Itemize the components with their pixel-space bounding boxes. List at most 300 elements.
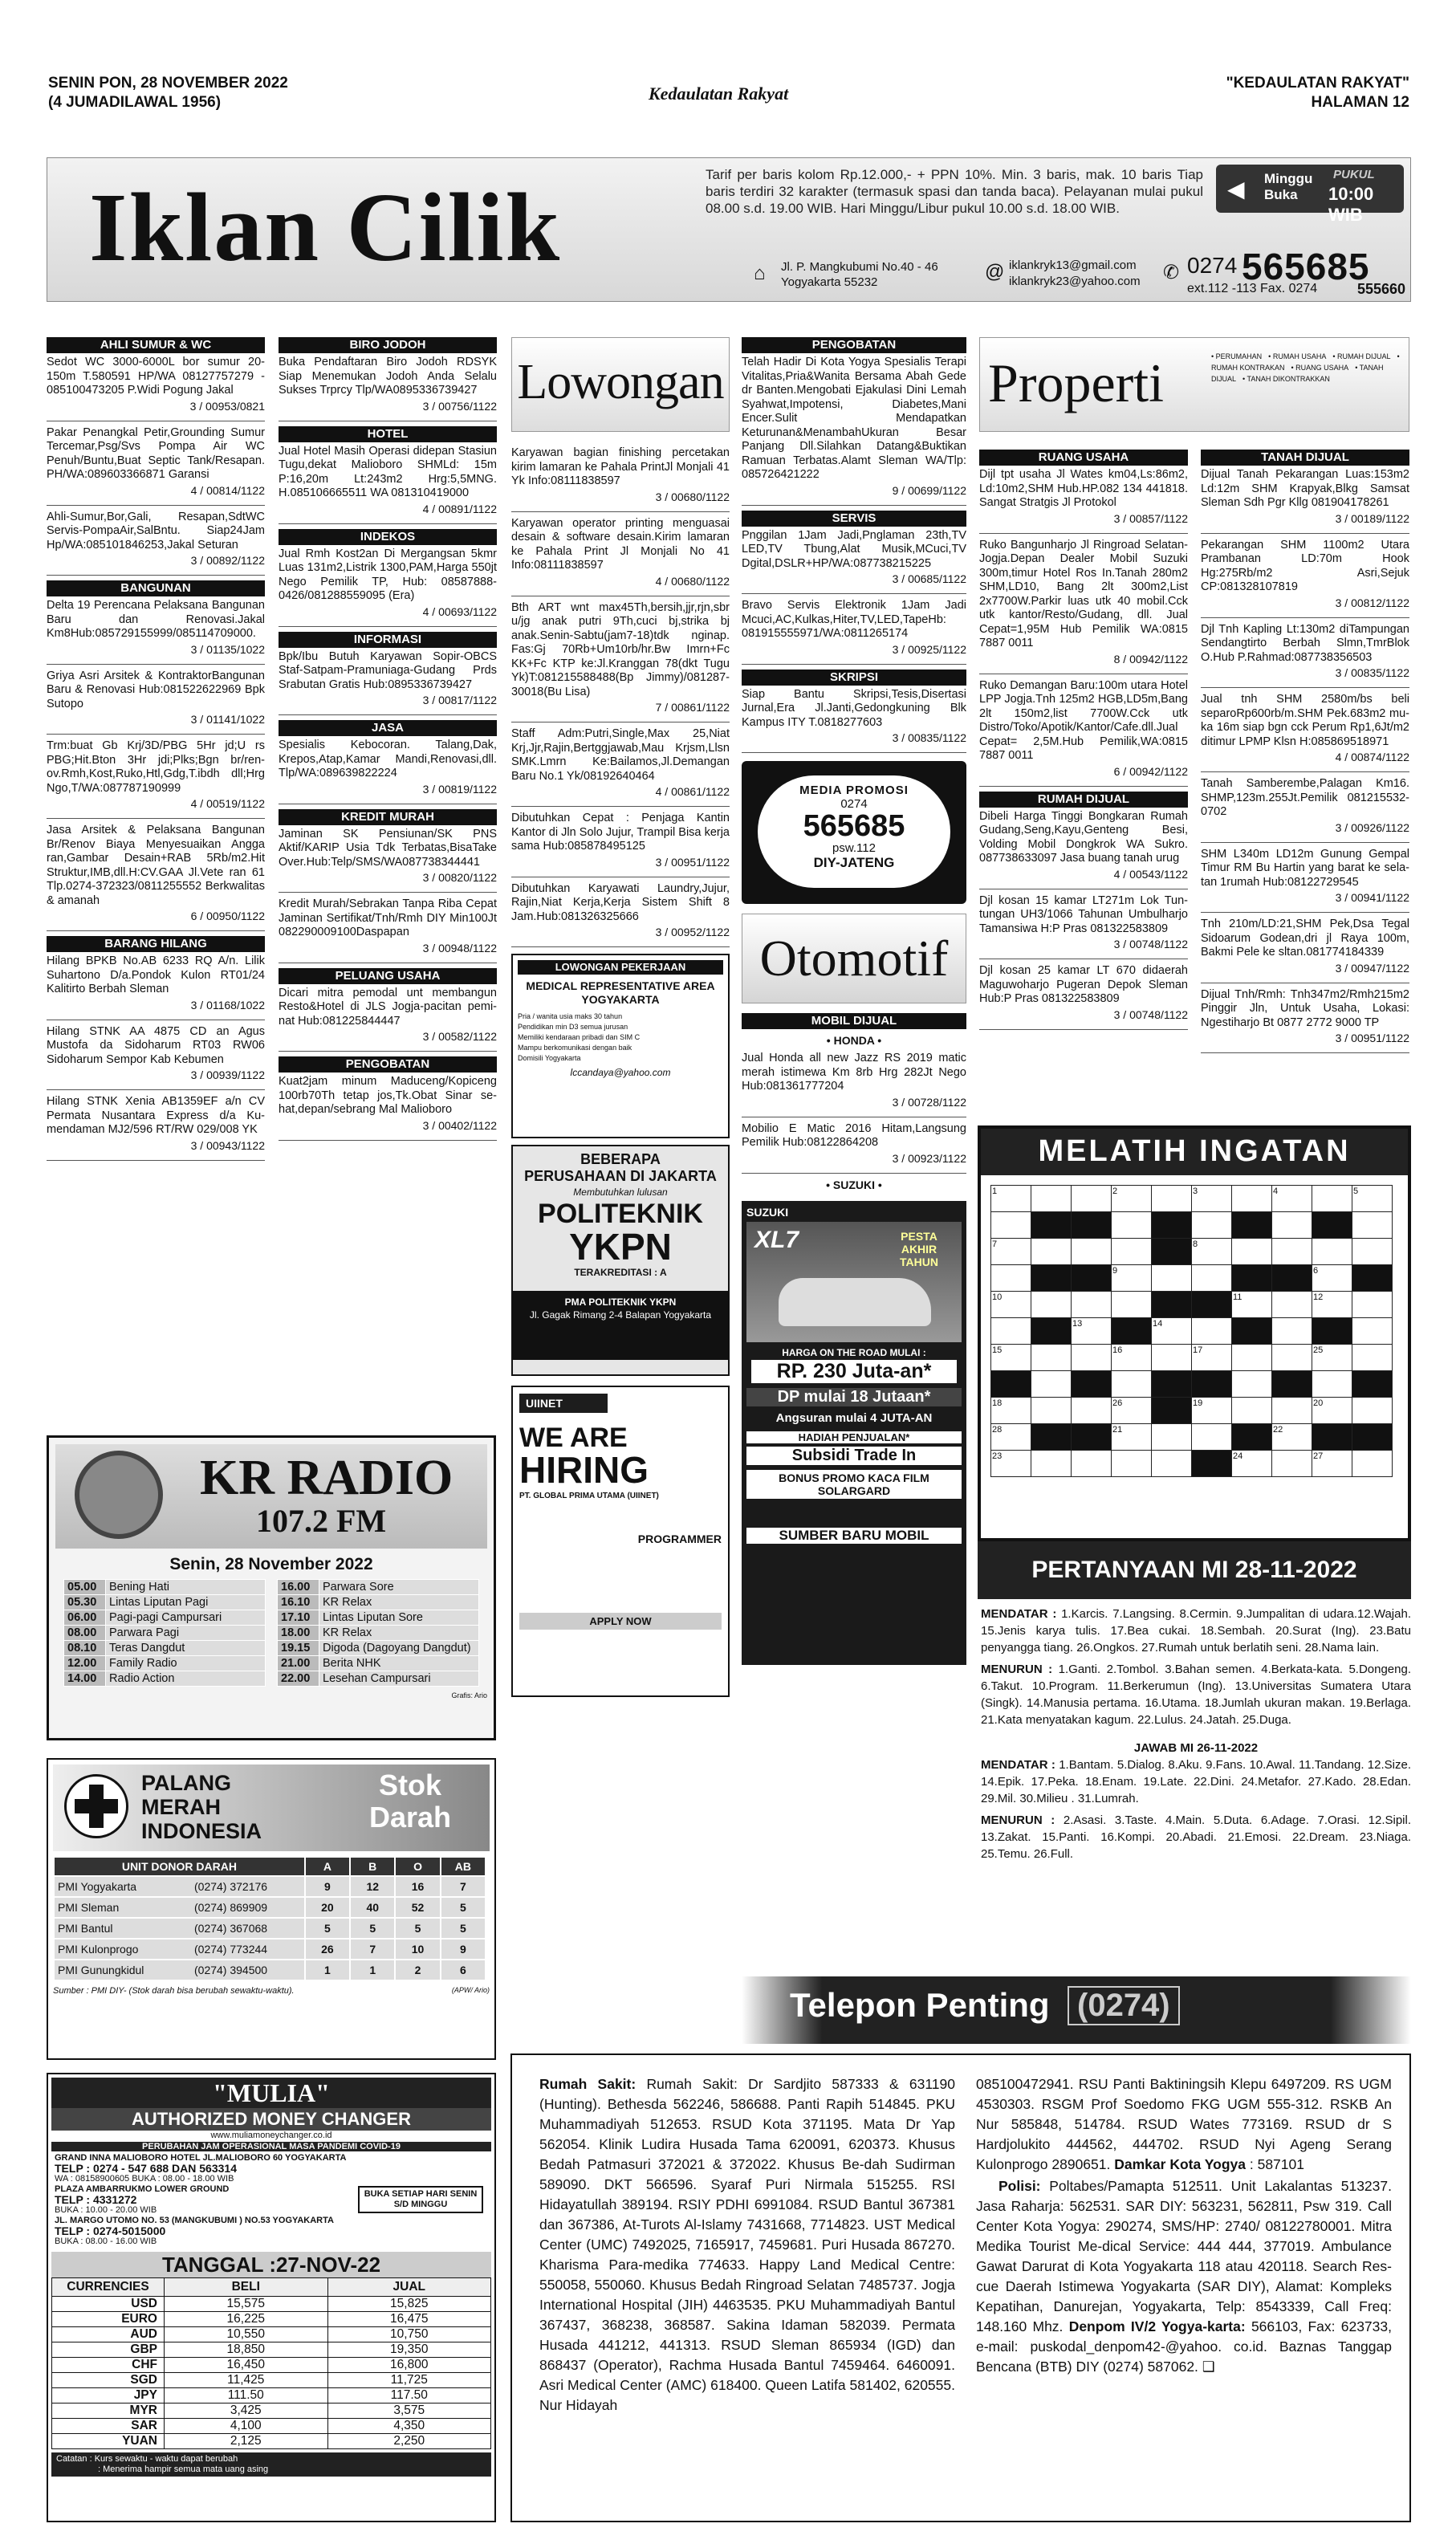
sell-rate: 3,575 xyxy=(327,2404,491,2419)
crossword-cell[interactable] xyxy=(1152,1186,1192,1212)
classified-ad: Dijual Tnh/Rmh: Tnh347m2/Rmh215m2 Pinggir Jln, Untuk Usaha, Lokasi: Ngestiharjo Bt 0877 2772 9000 TP xyxy=(1201,987,1409,1029)
ad-code: 3 / 00941/1122 xyxy=(1335,891,1409,904)
program-name: Radio Action xyxy=(106,1671,266,1687)
crossword-cell[interactable] xyxy=(1232,1398,1272,1424)
radio-schedule-left xyxy=(63,1579,266,1687)
classified-ad: Hilang BPKB No.AB 6233 RQ A/n. Lilik Suhartono D/a.Pondok Kulon RT01/24 Kalitirto Berbah Sleman xyxy=(47,954,265,995)
ad-code: 3 / 01168/1022 xyxy=(190,998,265,1011)
pmi-unit: PMI Kulonprogo xyxy=(58,1943,139,1956)
program-name: Bening Hati xyxy=(106,1580,266,1595)
column-3 xyxy=(511,337,730,1697)
crossword-cell[interactable] xyxy=(1232,1186,1272,1212)
crossword-cell xyxy=(1312,1318,1352,1345)
crossword-cell[interactable]: 26 xyxy=(1112,1398,1152,1424)
crossword-cell xyxy=(1152,1212,1192,1239)
crossword-cell[interactable] xyxy=(1031,1398,1072,1424)
radio-frequency: 107.2 FM xyxy=(256,1503,387,1539)
program-name: Lesehan Campursari xyxy=(319,1671,479,1687)
job-ad-lines xyxy=(518,1011,723,1064)
section-header: BANGUNAN xyxy=(47,580,265,596)
ad-code: 4 / 00519/1122 xyxy=(190,797,265,810)
blood-stock-table xyxy=(53,1856,486,1981)
property-category: • RUANG USAHA xyxy=(1291,364,1349,372)
classified-ad: Pnggilan 1Jam Jadi,Pnglaman 23th,TV LED,TV Tbung,Alat Musik,MCuci,TV Dgital,DSLR+HP/WA:087738215225 xyxy=(742,528,966,570)
divider xyxy=(742,593,966,594)
damkar-label: Damkar Kota Yogya xyxy=(1114,2156,1246,2172)
menurun-text: 1.Ganti. 2.Tombol. 3.Bahan semen. 4.Berkata-kata. 5.Dongeng. 6.Takut. 10.Program. 11.Berkerumun (Ing). 13.Universitas Sumatera Utara (Singk). 14.Manusia pertama. 16.Utama. 18.Jumlah ukuran makan. 19.Berlaga. 21.Kata menyatakan kagum. 22.Lulus. 24.Jatah. 25.Duga. xyxy=(981,1663,1412,1727)
crossword-cell[interactable] xyxy=(1072,1345,1112,1371)
crossword-cell[interactable] xyxy=(991,1212,1031,1239)
phone-number[interactable]: 565685 xyxy=(1242,246,1370,287)
crossword-cell[interactable] xyxy=(1072,1239,1112,1265)
sell-rate: 10,750 xyxy=(327,2327,491,2342)
crossword-cell xyxy=(991,1371,1031,1398)
crossword-cell xyxy=(1031,1424,1072,1451)
crossword-cell[interactable]: 3 xyxy=(1192,1186,1232,1212)
red-cross-icon xyxy=(64,1774,128,1838)
crossword-cell[interactable]: 21 xyxy=(1112,1424,1152,1451)
ad-code: 3 / 00812/1122 xyxy=(1335,596,1409,609)
ykpn-line3: Membutuhkan lulusan xyxy=(573,1186,668,1198)
edition-date: SENIN PON, 28 NOVEMBER 2022 xyxy=(48,75,288,92)
classified-ad: Jasa Arsitek & Pelaksana Bangunan Br/Renov Biaya Menyesuaikan Angga ran,Gambar Desain+RAB 5Rb/m2.Hit Struktur,IMB,dll.H:CV.GAA Jl.Vete ran 61 Tlp.0274-372323/0811255552 Berkwalitas & amanah xyxy=(47,824,265,907)
iklan-cilik-banner xyxy=(47,157,1411,302)
classified-ad: Mobilio E Matic 2016 Hitam,Langsung Pemilik Hub:08122864208 xyxy=(742,1121,966,1149)
phone-prefix: 0274 xyxy=(1187,253,1238,278)
otomotif-heading: Otomotif xyxy=(742,914,966,1003)
classified-ad: Pekarangan SHM 1100m2 Utara Prambanan LD:70m Hook Hg:275Rb/m2 Asri,Sejuk CP:081328107819 xyxy=(1201,538,1409,593)
classified-ad: Karyawan bagian finishing percetakan kirim lamaran ke Pahala PrintJl Monjali 41 Yk Info:08111838597 xyxy=(511,446,730,487)
crossword-cell[interactable] xyxy=(1031,1451,1072,1477)
divider xyxy=(1201,533,1409,534)
crossword-cell[interactable]: 5 xyxy=(1352,1186,1393,1212)
pmi-header xyxy=(53,1764,490,1851)
property-category: • RUMAH DIJUAL xyxy=(1332,352,1391,360)
divider xyxy=(279,1051,497,1052)
crossword-cell[interactable]: 17 xyxy=(1192,1345,1232,1371)
crossword-cell[interactable] xyxy=(1031,1371,1072,1398)
section-header: SERVIS xyxy=(742,511,966,527)
crossword-cell[interactable]: 13 xyxy=(1072,1318,1112,1345)
crossword-cell[interactable] xyxy=(1112,1371,1152,1398)
divider xyxy=(742,664,966,665)
classified-ad: Ahli-Sumur,Bor,Gali, Resapan,SdtWC Servis-PompaAir,SalBntu. Siap24Jam Hp/WA:085101846253,Jakal Seturan xyxy=(47,510,265,552)
section-header: INDEKOS xyxy=(279,529,497,545)
bonus: BONUS PROMO KACA FILM SOLARGARD xyxy=(746,1470,962,1499)
answer-mendatar-label: MENDATAR : xyxy=(981,1758,1055,1772)
section-header: BARANG HILANG xyxy=(47,936,265,952)
crossword-cell[interactable] xyxy=(1352,1212,1393,1239)
pmi-row xyxy=(54,1939,486,1960)
crossword-cell[interactable] xyxy=(1031,1345,1072,1371)
classified-ad: Buka Pendaftaran Biro Jodoh RDSYK Siap Menemukan Jodoh Anda Selalu Sukses Trprcy Tlp/WA0895336739427 xyxy=(279,356,497,397)
crossword-cell[interactable] xyxy=(991,1265,1031,1292)
crossword-cell[interactable] xyxy=(1192,1318,1232,1345)
crossword-cell[interactable] xyxy=(1312,1239,1352,1265)
section-header: HOTEL xyxy=(279,426,497,442)
answer-title: JAWAB MI 26-11-2022 xyxy=(1133,1741,1259,1755)
crossword-cell[interactable] xyxy=(1232,1239,1272,1265)
polisi-numbers: Poltabes/Pamapta 512511. Unit Lakalantas 513237. Jasa Raharja: 562531. SAR DIY: 563231, 562811, Psw 319. Call Center Kota Yogya: 290274, SMS/HP: 2740/ 08122780001. Mitra Medika Tourist Me-dical Service: 444 444, 377019. Ambulance Gawat Darurat di Kota Yogyakarta 118 atau 420118. Search Res-cue Daerah Istimewa Yogyakarta (SAR DIY), Alamat: Kompleks Kepatihan, Danurejan, Yogyakarta, Telp: 8543339, Call Freq: 148.160 Mhz. xyxy=(976,2178,1392,2334)
ad-code: 3 / 00947/1122 xyxy=(1335,961,1409,975)
crossword-cell[interactable] xyxy=(1272,1239,1312,1265)
ad-code: 3 / 00948/1122 xyxy=(422,941,497,954)
program-name: Teras Dangdut xyxy=(106,1641,266,1656)
crossword-cell[interactable]: 27 xyxy=(1312,1451,1352,1477)
section-header: AHLI SUMUR & WC xyxy=(47,337,265,353)
divider xyxy=(742,752,966,753)
ykpn-ad xyxy=(511,1145,730,1376)
brand-honda: • HONDA • xyxy=(826,1034,882,1047)
lowongan-ads xyxy=(511,446,730,947)
open-time-label: PUKUL xyxy=(1333,168,1375,181)
crossword-cell xyxy=(1192,1451,1232,1477)
ad-code: 3 / 00943/1122 xyxy=(190,1138,265,1152)
classified-ad: Jual tnh SHM 2580m/bs beli separoRp600rb/m.SHM Pek.683m2 mu-ka 16m siap bgn cck Perum Rp1,6Jt/m2 ditimur LPMP Klsn H:085869518971 xyxy=(1201,693,1409,748)
classified-ad: Telah Hadir Di Kota Yogya Spesialis Terapi Vitalitas,Pria&Wanita Bersama Abah Gede dr Banten.Mengobati Ejakulasi Dini Lemah Syahwat,Impotensi, Diabetes,Mani Encer.Sulit Mendapatkan Keturunan&MenambahUkuran Besar Panjang Dll.Silahkan Datang&Buktikan Ramuan Terbatas.Alamt Sleman WA/Tlp: 085726421222 xyxy=(742,356,966,481)
tariff-info: Tarif per baris kolom Rp.12.000,- + PPN 10%. Min. 3 baris, mak. 10 baris Tiap baris terdiri 32 karakter (termasuk spasi dan tanda baca). Pelayanan mulai pukul 08.00 s.d. 19.00 WIB. Hari Minggu/Libur pukul 10.00 s.d. 18.00 WIB. xyxy=(706,167,1203,216)
section-header: RUMAH DIJUAL xyxy=(979,792,1188,808)
classified-ad: Djl kosan 15 kamar LT271m Lok Tun-tungan UH3/1066 Tahunan Umbulharjo Tamansiwa H:P Pras 081322583809 xyxy=(979,893,1188,935)
ad-code: 3 / 00748/1122 xyxy=(1113,938,1188,950)
currency: GBP xyxy=(52,2342,165,2358)
stok-darah-title: Stok Darah xyxy=(368,1769,452,1834)
denpom-numbers: 566103, Fax: 623733, e-mail: puskodal_denpom42-@yahoo. co.id. Baznas Tanggap Bencana (BTB) DIY (0274) 587062. xyxy=(976,2318,1392,2375)
program-time: 08.00 xyxy=(64,1626,106,1641)
phone-ext: ext.112 -113 Fax. 0274 xyxy=(1187,282,1318,295)
crossword-cell[interactable] xyxy=(1152,1345,1192,1371)
divider xyxy=(47,1160,265,1161)
crossword-cell[interactable] xyxy=(1232,1345,1272,1371)
properti-heading: Properti xyxy=(988,352,1165,413)
crossword-cell[interactable]: 19 xyxy=(1192,1398,1232,1424)
crossword xyxy=(978,1125,1411,1541)
divider xyxy=(47,575,265,576)
job-requirement: Pendidikan min D3 semua jurusan xyxy=(518,1023,628,1031)
radio-program-row xyxy=(64,1595,266,1610)
crossword-cell xyxy=(1112,1318,1152,1345)
rate-row xyxy=(52,2327,491,2342)
program-time: 08.10 xyxy=(64,1641,106,1656)
crossword-cell[interactable]: 25 xyxy=(1312,1345,1352,1371)
crossword-cell xyxy=(1232,1265,1272,1292)
classified-ad: Djl kosan 25 kamar LT 670 didaerah Maguwoharjo Pugeran Depok Sleman Hub:P Pras 081322583809 xyxy=(979,964,1188,1005)
pmi-phone[interactable]: (0274) 372176 xyxy=(194,1880,268,1893)
telepon-hospitals: Rumah Sakit: Dr Sardjito 587333 & 631190 (Hunting). Bethesda 562246, 586688. Panti Rapih 514845. PKU Muhammadiyah 512653. RSUD Kota 371195. Mata Dr Yap 562054. Klinik Ludira Husada Tama 620091, 620373. Khusus Bedah Patmasuri 372021 & 372022. Khusus Be-dah Sudirman 589090. DKT 566596. Syaraf Puri Nirmala 515255. RSI Hidayatullah 389194. RSIY PDHI 6991084. RSUD Bantul 367381 dan 367386, At-Turots Al-Islamy 7431668, 7714823. UST Medical Center (UMC) 7492025, 7165917, 7459681. Puri Husada 867270. Kharisma Para-medika 774633. Happy Land Medical Centre: 550058, 550060. Khusus Bedah Ringroad Selatan 7485737. Jogja International Hospital (JIH) 4463535. PKU Muhammadiyah Bantul 367437, 368238, 368587. Sakina Idaman 582039. Permata Husada 441212, 441313. RSUD Sleman 865934 (IGD) dan 868437 (Operator), Rachma Husada Bantul 7459464. 6460091. Asri Medical Center (AMC) 618400. Queen Latifa 581402, 620555. Nur Hidayah xyxy=(539,2076,955,2413)
pmi-row xyxy=(54,1876,486,1897)
media-promosi-oval xyxy=(758,775,950,888)
crossword-cell xyxy=(1272,1265,1312,1292)
divider xyxy=(1201,771,1409,772)
crossword-cell[interactable] xyxy=(1031,1292,1072,1318)
radio-program-row xyxy=(64,1580,266,1595)
crossword-cell xyxy=(1272,1371,1312,1398)
buy-rate: 2,125 xyxy=(165,2434,328,2449)
classified-ad: Jual Hotel Masih Operasi didepan Stasiun Tugu,dekat Malioboro SHMLd: 15m P:16,20m Lt:243m2 Hrg:5,5MNG. H.085106665511 WA 081310419000 xyxy=(279,444,497,499)
pmi-unit: PMI Yogyakarta xyxy=(58,1880,137,1893)
crossword-cell[interactable] xyxy=(1352,1318,1393,1345)
program-time: 17.10 xyxy=(278,1610,319,1626)
pmi-phone[interactable]: (0274) 394500 xyxy=(194,1964,268,1976)
crossword-cell xyxy=(1152,1292,1192,1318)
newspaper-name: "KEDAULATAN RAKYAT" xyxy=(1226,75,1409,92)
crossword-cell[interactable] xyxy=(1192,1265,1232,1292)
crossword-cell[interactable]: 15 xyxy=(991,1345,1031,1371)
promo-l4: psw.112 xyxy=(832,841,876,855)
radio-program-row xyxy=(278,1595,479,1610)
crossword-cell[interactable] xyxy=(1272,1451,1312,1477)
damkar-number: : 587101 xyxy=(1249,2156,1304,2172)
hiring-line1: WE ARE xyxy=(519,1423,628,1453)
sell-rate: 16,800 xyxy=(327,2358,491,2373)
pmi-o: 52 xyxy=(395,1897,440,1918)
classified-ad: Jaminan SK Pensiunan/SK PNS Aktif/KARIP Usia Tdk Terbatas,BisaTake Over.Hub:Telp/SMS/WA087738344441 xyxy=(279,827,497,869)
telepon-left: Rumah Sakit: Rumah Sakit: Dr Sardjito 587333 & 631190 (Hunting). Bethesda 562246, 586688. Panti Rapih 514845. PKU Muhammadiyah 512653. RSUD Kota 371195. Mata Dr Yap 562054. Klinik Ludira Husada Tama 620091, 620373. Khusus Bedah Patmasuri 372021 & 372022. Khusus Be-dah Sudirman 589090. DKT 566596. Syaraf Puri Nirmala 515255. RSI Hidayatullah 389194. RSIY PDHI 6991084. RSUD Bantul 367381 dan 367386, At-Turots Al-Islamy 7431668, 7714823. UST Medical Center (UMC) 7492025, 7165917, 7459681. Puri Husada 867270. Kharisma Para-medika 774633. Happy Land Medical Centre: 550058, 550060. Khusus Bedah Ringroad Selatan 7485737. Jogja International Hospital (JIH) 4463535. PKU Muhammadiyah Bantul 367437, 368238, 368587. Sakina Idaman 582039. Permata Husada 441212, 441313. RSUD Sleman 865934 (IGD) dan 868437 (Operator), Rachma Husada Bantul 7459464. 6460091. Asri Medical Center (AMC) 618400. Queen Latifa 581402, 620555. Nur Hidayah xyxy=(539,2076,955,2413)
column-1 xyxy=(47,337,265,1166)
properti-header xyxy=(979,337,1409,432)
ad-code: 3 / 00820/1122 xyxy=(422,871,497,884)
divider xyxy=(511,806,730,807)
answer-menurun: 2.Asasi. 3.Taste. 4.Main. 5.Duta. 6.Adage. 7.Orasi. 12.Sipil. 13.Zakat. 15.Panti. 16.Kompi. 20.Abadi. 21.Emosi. 22.Dream. 23.Niaga. 25.Temu. 26.Full. xyxy=(981,1813,1411,1861)
rate-header: BELI xyxy=(165,2278,328,2297)
mulia-name: "MULIA" xyxy=(51,2078,491,2108)
crossword-cell[interactable] xyxy=(1312,1371,1352,1398)
ykpn-brand1: POLITEKNIK xyxy=(538,1199,703,1229)
property-category: • TANAH DIKONTRAKKAN xyxy=(1242,375,1330,383)
classified-ad: Ruko Demangan Baru:100m utara Hotel LPP Jogja.Tnh 125m2 HGB,LD5m,Bang 2lt 150m2,list 7700W.Cck utk Distro/Toko/Apotik/Kantor/Cafe.dll.Jual Cepat= 2,5M.Hub Pemilik,WA:0815 7887 0011 xyxy=(979,678,1188,762)
crossword-cell[interactable] xyxy=(991,1318,1031,1345)
crossword-cell[interactable]: 22 xyxy=(1272,1424,1312,1451)
classified-ad: Jual Honda all new Jazz RS 2019 matic merah istimewa Km 8rb Hrg 282Jt Nego Hub:081361777204 xyxy=(742,1052,966,1093)
mulia-money-changer xyxy=(47,2073,496,2522)
crossword-cell[interactable] xyxy=(1152,1265,1192,1292)
classified-ad: Delta 19 Perencana Pelaksana Bangunan Baru dan Renovasi.Jakal Km8Hub:085729155999/085114709000. xyxy=(47,599,265,640)
suzuki-brand: SUZUKI xyxy=(746,1205,789,1219)
crossword-cell xyxy=(1192,1292,1232,1318)
currency: SGD xyxy=(52,2373,165,2388)
crossword-cell[interactable]: 24 xyxy=(1232,1451,1272,1477)
radio-schedule xyxy=(55,1579,487,1687)
crossword-cell[interactable] xyxy=(1112,1451,1152,1477)
email-1[interactable]: iklankryk13@gmail.com xyxy=(1009,258,1137,272)
crossword-cell[interactable]: 10 xyxy=(991,1292,1031,1318)
ad-code: 8 / 00942/1122 xyxy=(1113,652,1188,665)
classified-ad: Dicari mitra pemodal unt membangun Resto&Hotel di JLS Jogja-pacitan pemi-nat Hub:081225844447 xyxy=(279,986,497,1028)
radio-program-row xyxy=(278,1671,479,1687)
crossword-cell xyxy=(1031,1265,1072,1292)
pmi-phone[interactable]: (0274) 773244 xyxy=(194,1943,268,1956)
crossword-cell[interactable]: 14 xyxy=(1152,1318,1192,1345)
crossword-cell[interactable] xyxy=(1072,1186,1112,1212)
crossword-cell[interactable] xyxy=(1031,1239,1072,1265)
classified-ad: Pakar Penangkal Petir,Grounding Sumur Tercemar,Psg/Svs Pompa Air WC Penuh/Buntu,Buat Septic Tank/Resapan. PH/WA:089603366871 Garansi xyxy=(47,425,265,481)
ykpn-footer xyxy=(513,1291,728,1360)
crossword-cell[interactable] xyxy=(1272,1318,1312,1345)
crossword-cell[interactable] xyxy=(1031,1186,1072,1212)
program-name: KR Relax xyxy=(319,1595,479,1610)
crossword-cell[interactable] xyxy=(1352,1239,1393,1265)
crossword-cell[interactable]: 1 xyxy=(991,1186,1031,1212)
ad-code: 4 / 00874/1122 xyxy=(1335,751,1409,763)
promo-l5: DIY-JATENG xyxy=(813,855,895,870)
crossword-cell[interactable]: 12 xyxy=(1312,1292,1352,1318)
question-title: PERTANYAAN MI 28-11-2022 xyxy=(978,1541,1411,1599)
uiinet-logo: UIINET xyxy=(519,1394,608,1413)
mulia-date: TANGGAL :27-NOV-22 xyxy=(51,2252,491,2277)
property-category: • PERUMAHAN xyxy=(1211,352,1263,360)
pmi-ab: 9 xyxy=(441,1939,486,1960)
crossword-cell xyxy=(1232,1212,1272,1239)
ykpn-line2: PERUSAHAAN DI JAKARTA xyxy=(524,1168,717,1184)
mulia-web[interactable]: www.muliamoneychanger.co.id xyxy=(210,2131,332,2140)
program-name: Digoda (Dagoyang Dangdut) xyxy=(319,1641,479,1656)
crossword-cell xyxy=(1352,1371,1393,1398)
crossword-cell[interactable]: 6 xyxy=(1312,1265,1352,1292)
classified-ad: Siap Bantu Skripsi,Tesis,Disertasi Jurnal,Era Jl.Janti,Gedongkuning Blk Kampus ITY T.0818277603 xyxy=(742,687,966,729)
ad-code: 4 / 00861/1122 xyxy=(655,785,730,798)
mulia-covid: PERUBAHAN JAM OPERASIONAL MASA PANDEMI COVID-19 xyxy=(51,2142,491,2151)
rate-row xyxy=(52,2342,491,2358)
polisi-label: Polisi: xyxy=(998,2178,1041,2194)
crossword-cell[interactable] xyxy=(1192,1424,1232,1451)
apply-now-button[interactable]: APPLY NOW xyxy=(519,1613,722,1630)
crossword-cell[interactable] xyxy=(1272,1292,1312,1318)
crossword-cell[interactable]: 9 xyxy=(1112,1265,1152,1292)
crossword-cell xyxy=(1152,1398,1192,1424)
pmi-unit: PMI Sleman xyxy=(58,1901,120,1914)
buy-rate: 18,850 xyxy=(165,2342,328,2358)
divider xyxy=(1201,687,1409,688)
crossword-cell xyxy=(1152,1239,1192,1265)
crossword-cell[interactable] xyxy=(1272,1398,1312,1424)
pmi-header-cell: UNIT DONOR DARAH xyxy=(54,1857,305,1876)
crossword-cell[interactable]: 16 xyxy=(1112,1345,1152,1371)
crossword-cell[interactable] xyxy=(1192,1212,1232,1239)
crossword-cell[interactable]: 28 xyxy=(991,1424,1031,1451)
classified-ad: Dibutuhkan Cepat : Penjaga Kantin Kantor di Jln Solo Jujur, Trampil Bisa kerja sama Hub:085878495125 xyxy=(511,812,730,853)
crossword-cell[interactable]: 23 xyxy=(991,1451,1031,1477)
crossword-cell xyxy=(1352,1265,1393,1292)
rate-header: CURRENCIES xyxy=(52,2278,165,2297)
crossword-cell[interactable] xyxy=(1112,1292,1152,1318)
buy-rate: 15,575 xyxy=(165,2297,328,2312)
crossword-cell[interactable] xyxy=(1232,1371,1272,1398)
ad-code: 3 / 00402/1122 xyxy=(422,1118,497,1132)
classified-ad: Dibeli Harga Tinggi Bongkaran Rumah Gudang,Seng,Kayu,Genteng Besi, Volding Mobil Dongkrok WA Sukro. 087738633097 Jasa buang tanah urug xyxy=(979,809,1188,865)
divider xyxy=(1201,1052,1409,1053)
property-category: • TANAH DIJUAL xyxy=(1211,364,1384,383)
crossword-cell xyxy=(1072,1424,1112,1451)
crossword-cell[interactable] xyxy=(1152,1424,1192,1451)
properti-right xyxy=(1201,450,1409,1058)
crossword-cell[interactable]: 11 xyxy=(1232,1292,1272,1318)
crossword-cell xyxy=(1312,1424,1352,1451)
promo-phone[interactable]: 565685 xyxy=(803,809,905,843)
pmi-note: Sumber : PMI DIY- (Stok darah bisa berubah sewaktu-waktu). (APW/ Ario) xyxy=(53,1986,490,1996)
crossword-cell[interactable]: 8 xyxy=(1192,1239,1232,1265)
ad-code: 3 / 00189/1122 xyxy=(1335,511,1409,525)
job-ad-email[interactable]: lccandaya@yahoo.com xyxy=(570,1067,671,1078)
pmi-header-cell: O xyxy=(395,1857,440,1876)
crossword-cell[interactable] xyxy=(1072,1292,1112,1318)
crossword-cell[interactable]: 20 xyxy=(1312,1398,1352,1424)
radio-program-row xyxy=(64,1641,266,1656)
pmi-phone[interactable]: (0274) 367068 xyxy=(194,1922,268,1935)
crossword-cell[interactable] xyxy=(1272,1212,1312,1239)
crossword-cell[interactable] xyxy=(1312,1186,1352,1212)
pmi-phone[interactable]: (0274) 869909 xyxy=(194,1901,268,1914)
dp: DP mulai 18 Jutaan* xyxy=(746,1388,962,1406)
crossword-cell[interactable]: 4 xyxy=(1272,1186,1312,1212)
crossword-cell[interactable] xyxy=(1072,1398,1112,1424)
clock-icon: ◀ xyxy=(1227,177,1245,201)
pmi-header-cell: AB xyxy=(441,1857,486,1876)
ad-code: 3 / 00892/1122 xyxy=(190,554,265,567)
section-header: PENGOBATAN xyxy=(742,337,966,353)
office-address: Jl. P. Mangkubumi No.40 - 46 Yogyakarta 55232 xyxy=(781,260,938,289)
property-category: • RUMAH USAHA xyxy=(1268,352,1327,360)
crossword-cell[interactable]: 7 xyxy=(991,1239,1031,1265)
ad-code: 3 / 00835/1122 xyxy=(892,731,966,744)
program-time: 19.15 xyxy=(278,1641,319,1656)
promo-l1: MEDIA PROMOSI xyxy=(799,784,909,797)
answer-menurun-label: MENURUN : xyxy=(981,1813,1055,1827)
kr-radio-logo-area xyxy=(55,1444,487,1549)
pmi-o: 2 xyxy=(395,1960,440,1980)
classified-ad: Tnh 210m/LD:21,SHM Pek,Dsa Tegal Sidoarum Godean,dri jl Raya 100m, Bakmi Pele ke sltan.081774184339 xyxy=(1201,918,1409,959)
pmi-row xyxy=(54,1897,486,1918)
suzuki-promo: PESTA AKHIR TAHUN xyxy=(900,1229,938,1268)
email-2[interactable]: iklankryk23@yahoo.com xyxy=(1009,275,1141,288)
ad-code: 3 / 00817/1122 xyxy=(422,694,497,706)
crossword-cell[interactable] xyxy=(1072,1451,1112,1477)
crossword-cell[interactable] xyxy=(1112,1239,1152,1265)
promo-l2: 0274 xyxy=(840,797,868,811)
crossword-cell[interactable] xyxy=(1152,1451,1192,1477)
crossword-cell[interactable] xyxy=(1352,1451,1393,1477)
divider xyxy=(979,1029,1188,1030)
crossword-cell[interactable] xyxy=(1352,1292,1393,1318)
ad-code: 3 / 00857/1122 xyxy=(1113,511,1188,525)
telepon-title: Telepon Penting xyxy=(790,1986,1050,2024)
divider xyxy=(279,626,497,627)
mulia-open-note: BUKA SETIAP HARI SENIN S/D MINGGU xyxy=(358,2186,483,2213)
currency: YUAN xyxy=(52,2434,165,2449)
job-requirement: Pria / wanita usia maks 30 tahun xyxy=(518,1012,623,1020)
crossword-cell[interactable]: 18 xyxy=(991,1398,1031,1424)
divider xyxy=(1201,617,1409,618)
pmi-a: 20 xyxy=(305,1897,350,1918)
crossword-cell[interactable] xyxy=(1352,1398,1393,1424)
hiring-line2: HIRING xyxy=(519,1449,649,1491)
crossword-cell[interactable] xyxy=(1272,1345,1312,1371)
job-ad-medical-rep xyxy=(511,954,730,1138)
crossword-cell[interactable]: 2 xyxy=(1112,1186,1152,1212)
pmi-a: 26 xyxy=(305,1939,350,1960)
section-header: PENGOBATAN xyxy=(279,1056,497,1073)
crossword-cell[interactable] xyxy=(1352,1345,1393,1371)
program-name: Lintas Liputan Sore xyxy=(319,1610,479,1626)
pmi-row xyxy=(54,1918,486,1939)
currency: CHF xyxy=(52,2358,165,2373)
angsuran: Angsuran mulai 4 JUTA-AN xyxy=(775,1410,933,1425)
crossword-cell[interactable] xyxy=(1112,1212,1152,1239)
sell-rate: 2,250 xyxy=(327,2434,491,2449)
crossword-grid[interactable] xyxy=(990,1185,1393,1477)
property-category: • RUMAH KONTRAKAN xyxy=(1211,352,1400,372)
brand-suzuki: • SUZUKI • xyxy=(826,1178,882,1191)
pmi-header-cell: B xyxy=(350,1857,395,1876)
